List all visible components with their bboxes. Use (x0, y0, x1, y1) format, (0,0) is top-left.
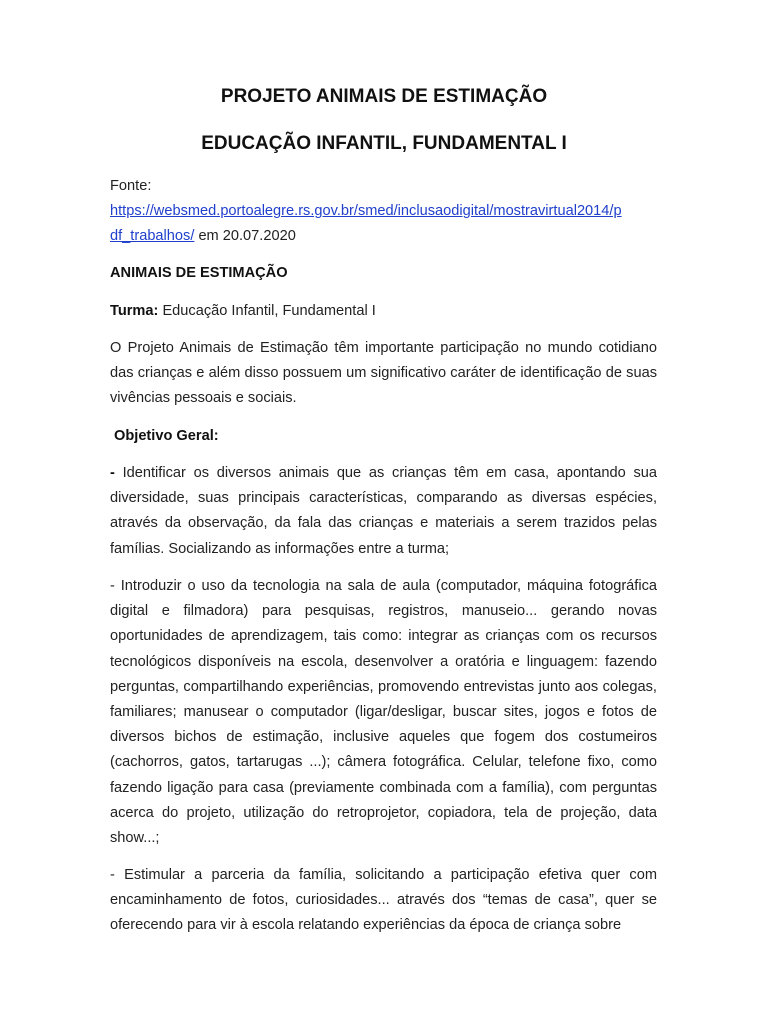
turma-line (110, 299, 657, 324)
objective-item-1 (110, 461, 657, 562)
objective-dash: - (110, 465, 115, 481)
objective-1-text: Identificar os diversos animais que as crianças têm em casa, apontando sua diversidade, suas principais características, comparando as diversas espécies, através da observação, da fala das crianças e materiais a serem trazidos pelas famílias. Socializando as informações entre a turma; (110, 465, 657, 557)
source-link-part1[interactable]: https://websmed.portoalegre.rs.gov.br/smed/inclusaodigital/mostravirtual2014/p (110, 203, 622, 220)
objective-item-2: - Introduzir o uso da tecnologia na sala de aula (computador, máquina fotográfica digital e filmadora) para pesquisas, registros, manuseio... gerando novas oportunidades de aprendizagem, tais como: integrar as crianças com os recursos tecnológicos disponíveis na escola, desenvolver a oratória e linguagem: fazendo perguntas, compartilhando experiências, promovendo entrevistas junto aos colegas, familiares; manusear o computador (ligar/desligar, buscar sites, jogos e fotos de diversos bichos de estimação, inclusive aqueles que fogem dos costumeiros (cachorros, gatos, tartarugas ...); câmera fotográfica. Celular, telefone fixo, como fazendo ligação para casa (previamente combinada com a família), com perguntas acerca do projeto, utilização do retroprojetor, copiadora, tela de projeção, data show...; (110, 578, 657, 847)
source-block (110, 174, 657, 250)
source-link-part2[interactable]: df_trabalhos/ (110, 228, 195, 245)
turma-label: Turma: (110, 303, 159, 319)
objective-item-3: - Estimular a parceria da família, solicitando a participação efetiva quer com encaminhamento de fotos, curiosidades... através dos “temas de casa”, quer se oferecendo para vir à escola relatando experiências da época de criança sobre (110, 867, 657, 934)
intro-paragraph: O Projeto Animais de Estimação têm importante participação no mundo cotidiano das crianças e além disso possuem um significativo caráter de identificação de suas vivências pessoais e sociais. (110, 340, 657, 407)
page-title: PROJETO ANIMAIS DE ESTIMAÇÃO (220, 86, 548, 107)
page-subtitle: EDUCAÇÃO INFANTIL, FUNDAMENTAL I (201, 133, 567, 154)
section-heading: ANIMAIS DE ESTIMAÇÃO (110, 265, 288, 281)
objective-heading: Objetivo Geral: (114, 428, 219, 444)
turma-value: Educação Infantil, Fundamental I (158, 303, 376, 319)
source-label: Fonte: (110, 178, 152, 194)
source-date: em 20.07.2020 (194, 228, 296, 245)
